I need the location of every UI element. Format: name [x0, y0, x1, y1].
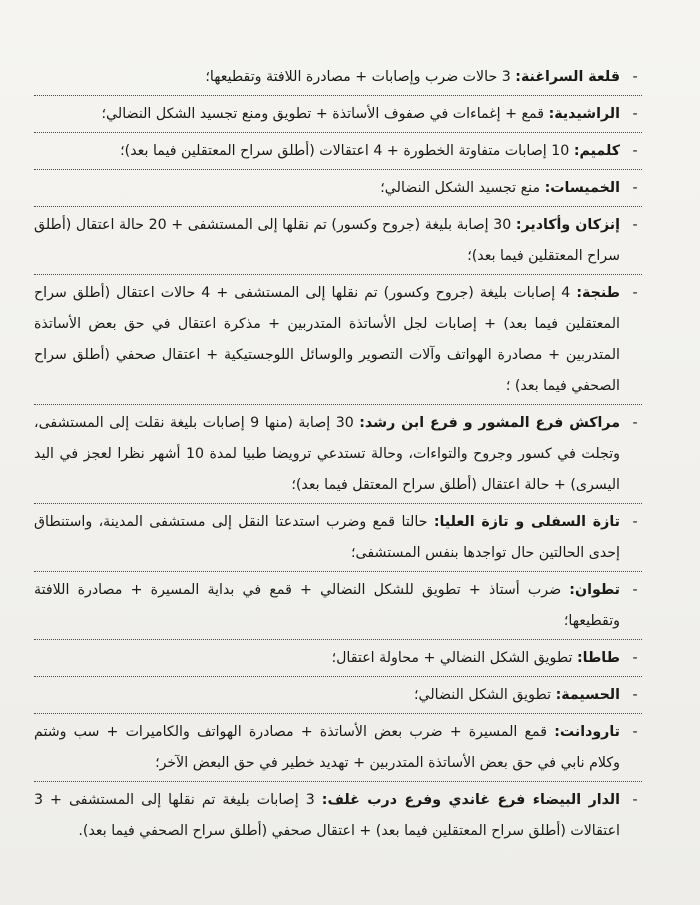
item-text: 4 إصابات بليغة (جروح وكسور) تم نقلها إلى المستشفى + 4 حالات اعتقال (أطلق سراح المعتقلين فيما بعد) + إصابات لجل الأساتذة المتدربين + مذكرة اعتقال في حق بعض الأساتذة المتدربين + مصادرة الهواتف وآلات التصوير والوسائل اللوجستيكية + اعتقال صحفي (أطلق سراح الصحفي فيما بعد) ؛	[34, 285, 620, 394]
item-label: كلميم:	[573, 143, 620, 159]
list-item	[34, 507, 642, 569]
bullet-dash: -	[632, 582, 638, 598]
item-text: منع تجسيد الشكل النضالي؛	[380, 180, 545, 196]
item-label: الدار البيضاء فرع غاندي وفرع درب غلف:	[321, 792, 620, 808]
separator	[34, 169, 642, 170]
bullet-dash: -	[632, 180, 638, 196]
item-label: الخميسات:	[544, 180, 620, 196]
bullet-dash: -	[632, 514, 638, 530]
list-item	[34, 575, 642, 637]
list-item	[34, 643, 642, 674]
item-text: تطويق الشكل النضالي + محاولة اعتقال؛	[331, 650, 577, 666]
bullet-dash: -	[632, 650, 638, 666]
separator	[34, 571, 642, 572]
list-item	[34, 717, 642, 779]
item-label: تطوان:	[569, 582, 620, 598]
list-item	[34, 136, 642, 167]
list-item	[34, 99, 642, 130]
item-label: الراشيدية:	[548, 106, 620, 122]
item-label: إنزكان وأكادير:	[515, 217, 620, 233]
item-text: 30 إصابة (منها 9 إصابات بليغة نقلت إلى المستشفى، وتجلت في كسور وجروح والتواءات، وحالة تستدعي ترويضا طبيا لمدة 10 أشهر نظرا لعجز في اليد اليسرى) + حالة اعتقال (أطلق سراح المعتقل فيما بعد)؛	[34, 415, 620, 493]
item-text: 3 إصابات بليغة تم نقلها إلى المستشفى + 3 اعتقالات (أطلق سراح المعتقلين فيما بعد) + اعتقال صحفي (أطلق سراح الصحفي فيما بعد).	[34, 792, 620, 839]
item-label: مراكش فرع المشور و فرع ابن رشد:	[359, 415, 620, 431]
item-text: 30 إصابة بليغة (جروح وكسور) تم نقلها إلى المستشفى + 20 حالة اعتقال (أطلق سراح المعتقلين فيما بعد)؛	[34, 217, 620, 264]
item-label: تارودانت:	[554, 724, 620, 740]
item-text: قمع المسيرة + ضرب بعض الأساتذة + مصادرة الهواتف والكاميرات + سب وشتم وكلام نابي في حق بعض الأساتذة المتدربين + تهديد خطير في حق البعض الآخر؛	[34, 724, 620, 771]
separator	[34, 404, 642, 405]
bullet-dash: -	[632, 415, 638, 431]
item-text: ضرب أستاذ + تطويق للشكل النضالي + قمع في بداية المسيرة + مصادرة اللافتة وتقطيعها؛	[34, 582, 620, 629]
bullet-dash: -	[632, 724, 638, 740]
item-text: قمع + إغماءات في صفوف الأساتذة + تطويق ومنع تجسيد الشكل النضالي؛	[101, 106, 549, 122]
bullet-dash: -	[632, 143, 638, 159]
separator	[34, 781, 642, 782]
item-text: تطويق الشكل النضالي؛	[414, 687, 556, 703]
bullet-dash: -	[632, 285, 638, 301]
separator	[34, 713, 642, 714]
list-item	[34, 680, 642, 711]
list-item	[34, 62, 642, 93]
list-item	[34, 278, 642, 402]
list-item	[34, 210, 642, 272]
bullet-dash: -	[632, 687, 638, 703]
incident-list	[34, 62, 642, 847]
list-item	[34, 173, 642, 204]
separator	[34, 639, 642, 640]
separator	[34, 95, 642, 96]
bullet-dash: -	[632, 217, 638, 233]
separator	[34, 274, 642, 275]
separator	[34, 206, 642, 207]
list-item	[34, 408, 642, 501]
item-text: حالتا قمع وضرب استدعتا النقل إلى مستشفى المدينة، واستنطاق إحدى الحالتين حال تواجدها بنفس المستشفى؛	[34, 514, 620, 561]
bullet-dash: -	[632, 792, 638, 808]
separator	[34, 503, 642, 504]
item-label: طنجة:	[576, 285, 620, 301]
separator	[34, 676, 642, 677]
item-label: قلعة السراغنة:	[515, 69, 620, 85]
item-label: طاطا:	[576, 650, 620, 666]
bullet-dash: -	[632, 106, 638, 122]
item-label: تازة السفلى و تازة العليا:	[433, 514, 620, 530]
item-text: 10 إصابات متفاوتة الخطورة + 4 اعتقالات (أطلق سراح المعتقلين فيما بعد)؛	[120, 143, 574, 159]
list-item	[34, 785, 642, 847]
item-text: 3 حالات ضرب وإصابات + مصادرة اللافتة وتقطيعها؛	[205, 69, 516, 85]
separator	[34, 132, 642, 133]
bullet-dash: -	[632, 69, 638, 85]
item-label: الحسيمة:	[555, 687, 620, 703]
